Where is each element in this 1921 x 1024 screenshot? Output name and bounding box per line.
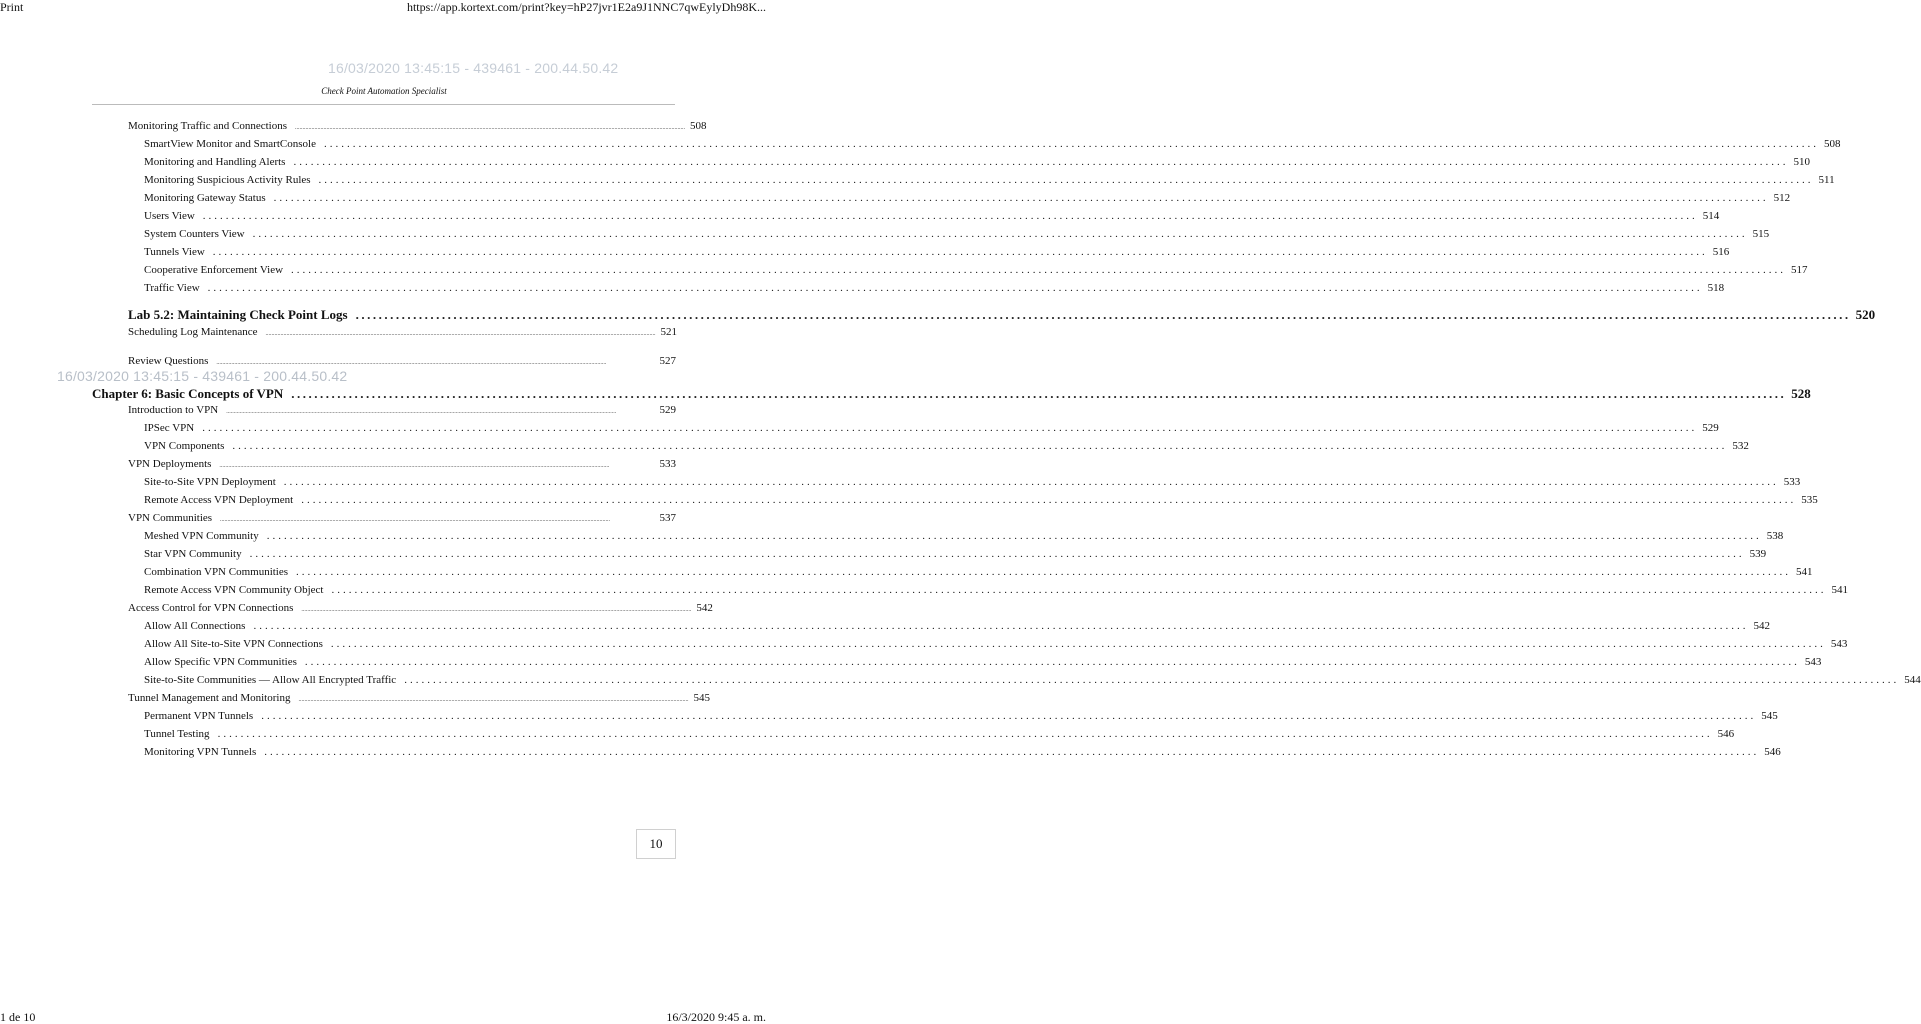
toc-entry-title: Permanent VPN Tunnels <box>144 710 254 722</box>
toc-leader: .................................................................................................................................................................................................................................................................... <box>318 174 1814 186</box>
print-date: 16/3/2020 9:45 a. m. <box>666 1010 766 1024</box>
toc-chapter-heading[interactable] <box>92 386 1811 402</box>
toc-leader: .................................................................................................................................................................................................................................................................... <box>202 210 1698 222</box>
toc-entry-page: 515 <box>1752 228 1770 240</box>
toc-entry[interactable] <box>144 228 1770 240</box>
toc-entry-title: Combination VPN Communities <box>144 566 289 578</box>
toc-entry[interactable] <box>144 156 1810 168</box>
toc-entry-page: 538 <box>1766 530 1784 542</box>
toc-leader: .................................................................................................................................................................................................................................................................... <box>212 246 1708 258</box>
toc-entry[interactable] <box>144 210 1720 222</box>
toc-entry-title: Tunnels View <box>144 246 205 258</box>
toc-entry-title: Traffic View <box>144 282 200 294</box>
toc-entry[interactable] <box>144 530 1784 542</box>
toc-entry[interactable] <box>144 638 1848 650</box>
toc-leader: .................................................................................................................................................................................................................................................................... <box>304 656 1800 668</box>
toc-entry-title: Site-to-Site Communities — Allow All Encrypted Traffic <box>144 674 397 686</box>
toc-leader: .................................................................................................................................................................................................................................................................... <box>202 422 1698 434</box>
toc-entry-title: Cooperative Enforcement View <box>144 264 284 276</box>
toc-entry[interactable] <box>144 264 1808 276</box>
toc-entry[interactable] <box>144 174 1835 186</box>
toc-entry[interactable] <box>144 710 1778 722</box>
toc-entry[interactable] <box>128 120 707 132</box>
toc-entry-page: 529 <box>659 404 676 416</box>
toc-leader: .................................................................................................................................................................................................................................................................... <box>220 517 611 523</box>
toc-entry-page: 518 <box>1707 282 1725 294</box>
toc-leader: .................................................................................................................................................................................................................................................................... <box>219 463 610 469</box>
toc-entry-title: VPN Deployments <box>128 458 212 470</box>
toc-entry-page: 535 <box>1801 494 1818 506</box>
toc-leader: .................................................................................................................................................................................................................................................................... <box>301 494 1797 506</box>
print-url: https://app.kortext.com/print?key=hP27jvr1E2a9J1NNC7qwEylyDh98K... <box>406 0 766 14</box>
toc-entry[interactable] <box>144 422 1719 434</box>
toc-leader: .................................................................................................................................................................................................................................................................... <box>404 674 1900 686</box>
toc-leader: .................................................................................................................................................................................................................................................................... <box>273 192 1769 204</box>
toc-entry-title: System Counters View <box>144 228 245 240</box>
toc-entry-page: 528 <box>1791 386 1811 401</box>
toc-entry-page: 510 <box>1793 156 1810 168</box>
toc-entry-title: Chapter 6: Basic Concepts of VPN <box>92 386 284 401</box>
toc-leader: .................................................................................................................................................................................................................................................................... <box>296 566 1792 578</box>
toc-leader: .................................................................................................................................................................................................................................................................... <box>232 440 1728 452</box>
toc-leader: .................................................................................................................................................................................................................................................................... <box>283 476 1779 488</box>
toc-leader: .................................................................................................................................................................................................................................................................... <box>330 638 1826 650</box>
toc-entry-page: 533 <box>1783 476 1801 488</box>
toc-entry[interactable] <box>144 138 1841 150</box>
toc-entry[interactable] <box>144 494 1818 506</box>
print-page-count: 1 de 10 <box>0 1010 36 1024</box>
toc-entry-page: 541 <box>1831 584 1848 596</box>
toc-leader: .................................................................................................................................................................................................................................................................... <box>301 607 692 613</box>
toc-entry-page: 517 <box>1791 264 1808 276</box>
toc-entry-page: 511 <box>1818 174 1835 186</box>
toc-entry-page: 512 <box>1773 192 1791 204</box>
toc-entry-page: 546 <box>1764 746 1781 758</box>
toc-entry-page: 508 <box>1823 138 1841 150</box>
toc-entry[interactable] <box>144 584 1848 596</box>
toc-entry-page: 545 <box>1761 710 1778 722</box>
toc-entry-page: 544 <box>1904 674 1921 686</box>
toc-entry-title: Remote Access VPN Deployment <box>144 494 294 506</box>
toc-leader: .................................................................................................................................................................................................................................................................... <box>323 138 1819 150</box>
toc-entry-title: VPN Components <box>144 440 225 452</box>
toc-entry-page: 542 <box>1753 620 1770 632</box>
toc-leader: .................................................................................................................................................................................................................................................................... <box>355 307 1851 322</box>
toc-entry[interactable] <box>128 355 676 367</box>
toc-entry[interactable] <box>144 620 1770 632</box>
toc-entry[interactable] <box>144 656 1822 668</box>
toc-entry-page: 542 <box>696 602 713 614</box>
toc-entry[interactable] <box>144 746 1781 758</box>
toc-entry[interactable] <box>128 692 710 704</box>
toc-entry-title: IPSec VPN <box>144 422 195 434</box>
toc-entry-page: 545 <box>693 692 710 704</box>
toc-entry-title: Monitoring Gateway Status <box>144 192 266 204</box>
print-title: Print <box>0 0 24 14</box>
toc-entry-title: Meshed VPN Community <box>144 530 259 542</box>
toc-entry-title: Allow All Site-to-Site VPN Connections <box>144 638 323 650</box>
toc-entry-title: Monitoring and Handling Alerts <box>144 156 286 168</box>
toc-entry-page: 508 <box>689 120 707 132</box>
toc-entry-page: 520 <box>1855 307 1876 322</box>
toc-entry[interactable] <box>128 602 713 614</box>
toc-leader: .................................................................................................................................................................................................................................................................... <box>266 530 1762 542</box>
toc-entry[interactable] <box>144 440 1749 452</box>
toc-entry[interactable] <box>144 476 1801 488</box>
toc-leader: .................................................................................................................................................................................................................................................................... <box>265 331 656 337</box>
toc-leader: .................................................................................................................................................................................................................................................................... <box>207 282 1703 294</box>
toc-entry-title: Site-to-Site VPN Deployment <box>144 476 276 488</box>
toc-leader: .................................................................................................................................................................................................................................................................... <box>293 156 1789 168</box>
toc-entry[interactable] <box>144 548 1767 560</box>
toc-entry-page: 546 <box>1717 728 1735 740</box>
toc-entry[interactable] <box>128 404 676 416</box>
toc-entry-title: Lab 5.2: Maintaining Check Point Logs <box>128 307 348 322</box>
toc-entry-title: Monitoring VPN Tunnels <box>144 746 257 758</box>
toc-entry-page: 537 <box>659 512 676 524</box>
toc-entry-page: 529 <box>1702 422 1719 434</box>
running-header: Check Point Automation Specialist <box>321 86 447 96</box>
toc-entry-page: 516 <box>1712 246 1730 258</box>
toc-leader: .................................................................................................................................................................................................................................................................... <box>331 584 1827 596</box>
toc-entry-title: Users View <box>144 210 195 222</box>
toc-entry-title: Star VPN Community <box>144 548 242 560</box>
toc-entry-title: Monitoring Traffic and Connections <box>128 120 287 132</box>
toc-leader: .................................................................................................................................................................................................................................................................... <box>261 710 1757 722</box>
toc-leader: .................................................................................................................................................................................................................................................................... <box>226 409 617 415</box>
toc-lab-heading[interactable] <box>128 307 1876 323</box>
toc-entry-title: VPN Communities <box>128 512 213 524</box>
toc-entry-page: 521 <box>660 326 678 338</box>
toc-entry-page: 533 <box>659 458 676 470</box>
toc-entry-page: 543 <box>1830 638 1848 650</box>
toc-entry[interactable] <box>144 728 1735 740</box>
toc-leader: .................................................................................................................................................................................................................................................................... <box>217 728 1713 740</box>
toc-entry-page: 527 <box>659 355 676 367</box>
toc-entry-title: Allow Specific VPN Communities <box>144 656 297 668</box>
toc-leader: .................................................................................................................................................................................................................................................................... <box>249 548 1745 560</box>
toc-entry[interactable] <box>144 192 1791 204</box>
toc-entry-title: Allow All Connections <box>144 620 246 632</box>
toc-entry-page: 539 <box>1749 548 1767 560</box>
toc-entry-title: Access Control for VPN Connections <box>128 602 294 614</box>
toc-entry-page: 514 <box>1702 210 1720 222</box>
toc-leader: .................................................................................................................................................................................................................................................................... <box>291 386 1787 401</box>
toc-leader: .................................................................................................................................................................................................................................................................... <box>253 620 1749 632</box>
toc-entry-title: SmartView Monitor and SmartConsole <box>144 138 316 150</box>
toc-entry-page: 543 <box>1804 656 1822 668</box>
toc-leader: .................................................................................................................................................................................................................................................................... <box>252 228 1748 240</box>
page-number: 10 <box>636 829 676 859</box>
toc-entry[interactable] <box>144 246 1730 258</box>
toc-entry[interactable] <box>144 282 1725 294</box>
toc-leader: .................................................................................................................................................................................................................................................................... <box>216 360 607 366</box>
toc-leader: .................................................................................................................................................................................................................................................................... <box>298 697 689 703</box>
toc-entry-title: Tunnel Management and Monitoring <box>128 692 291 704</box>
toc-entry[interactable] <box>144 566 1813 578</box>
watermark-middle: 16/03/2020 13:45:15 - 439461 - 200.44.50.42 <box>57 368 348 384</box>
toc-leader: .................................................................................................................................................................................................................................................................... <box>264 746 1760 758</box>
toc-entry[interactable] <box>128 458 676 470</box>
toc-entry[interactable] <box>128 326 676 338</box>
toc-entry-title: Review Questions <box>128 355 209 367</box>
toc-entry[interactable] <box>128 512 676 524</box>
toc-entry-page: 532 <box>1732 440 1749 452</box>
toc-entry-title: Tunnel Testing <box>144 728 210 740</box>
toc-leader: .................................................................................................................................................................................................................................................................... <box>291 264 1787 276</box>
toc-entry[interactable] <box>144 674 1921 686</box>
toc-entry-title: Scheduling Log Maintenance <box>128 326 258 338</box>
toc-entry-title: Introduction to VPN <box>128 404 219 416</box>
watermark-top: 16/03/2020 13:45:15 - 439461 - 200.44.50.42 <box>328 60 619 76</box>
toc-entry-title: Monitoring Suspicious Activity Rules <box>144 174 311 186</box>
toc-leader: .................................................................................................................................................................................................................................................................... <box>294 125 685 131</box>
toc-entry-title: Remote Access VPN Community Object <box>144 584 324 596</box>
toc-entry-page: 541 <box>1796 566 1813 578</box>
header-rule <box>92 104 675 105</box>
